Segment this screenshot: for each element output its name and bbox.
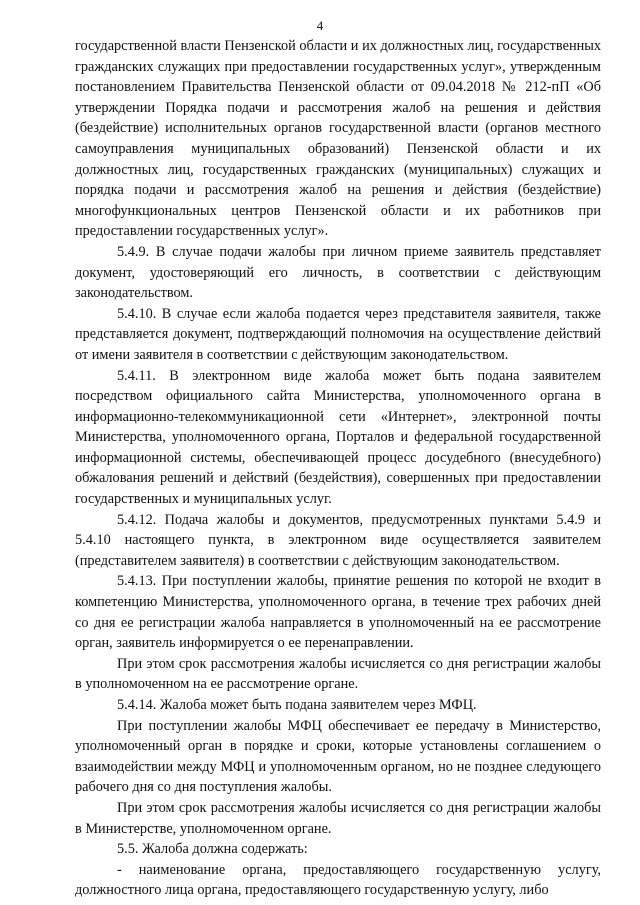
paragraph-5-4-10: 5.4.10. В случае если жалоба подается через представителя заявителя, также представляется документ, подтверждающий полномочия на осуществление действий от имени заявителя в соответствии с действующим законодательством. [75, 305, 601, 363]
paragraph-5-5-item: - наименование органа, предоставляющего государственную услугу, должностного лица органа, предоставляющего государственную услугу, либо [75, 861, 601, 899]
paragraph-5-4-13: 5.4.13. При поступлении жалобы, принятие решения по которой не входит в компетенцию Министерства, уполномоченного органа, в течение трех рабочих дней со дня ее регистрации жалоба направляется в уполномоченный на ее рассмотрение орган, заявитель информируется о ее перенаправлении. [75, 573, 601, 652]
paragraph-5-5: 5.5. Жалоба должна содержать: [117, 841, 308, 858]
paragraph-5-4-14: 5.4.14. Жалоба может быть подана заявителем через МФЦ. [117, 697, 477, 713]
paragraph-5-4-12: 5.4.12. Подача жалобы и документов, предусмотренных пунктами 5.4.9 и 5.4.10 настоящего пункта, в электронном виде осуществляется заявителем (представителем заявителя) в соответствии с действующим законодательством. [75, 511, 601, 569]
paragraph-5-4-9: 5.4.9. В случае подачи жалобы при личном приеме заявитель представляет документ, удостоверяющий его личность, в соответствии с действующим законодательством. [75, 243, 601, 302]
paragraph-5-4-11: 5.4.11. В электронном виде жалоба может быть подана заявителем посредством официального сайта Министерства, уполномоченного органа в информационно-телекоммуникационной сети «Интернет», электронной почты Министерства, уполномоченного органа, Порталов и федеральной государственной информационной системы, обеспечивающей процесс досудебного (внесудебного) обжалования решений и действий (бездействия), совершенных при предоставлении государственных и муниципальных услуг. [75, 367, 601, 508]
document-body [75, 36, 601, 901]
paragraph-continuation: государственной власти Пензенской области и их должностных лиц, государственных гражданских служащих при предоставлении государственных услуг», утвержденным постановлением Правительства Пензенской области от 09.04.2018 № 212-пП «Об утверждении Порядка подачи и рассмотрения жалоб на решения и действия (бездействие) исполнительных органов государственной власти (органов местного самоуправления муниципальных образований) Пензенской области и их должностных лиц, государственных гражданских (муниципальных) служащих и порядка подачи и рассмотрения жалоб на решения и действия (бездействие) многофункциональных центров Пензенской области и их работников при предоставлении государственных услуг». [75, 38, 601, 240]
paragraph-5-4-13-term: При этом срок рассмотрения жалобы исчисляется со дня регистрации жалобы в уполномоченном на ее рассмотрение органе. [75, 655, 601, 693]
page-number: 4 [316, 18, 324, 33]
paragraph-5-4-14-term: При этом срок рассмотрения жалобы исчисляется со дня регистрации жалобы в Министерстве, уполномоченном органе. [75, 799, 601, 837]
paragraph-5-4-14-transfer: При поступлении жалобы МФЦ обеспечивает ее передачу в Министерство, уполномоченный орган в порядке и сроки, которые установлены соглашением о взаимодействии между МФЦ и уполномоченным органом, но не позднее следующего рабочего дня со дня поступления жалобы. [75, 717, 601, 796]
